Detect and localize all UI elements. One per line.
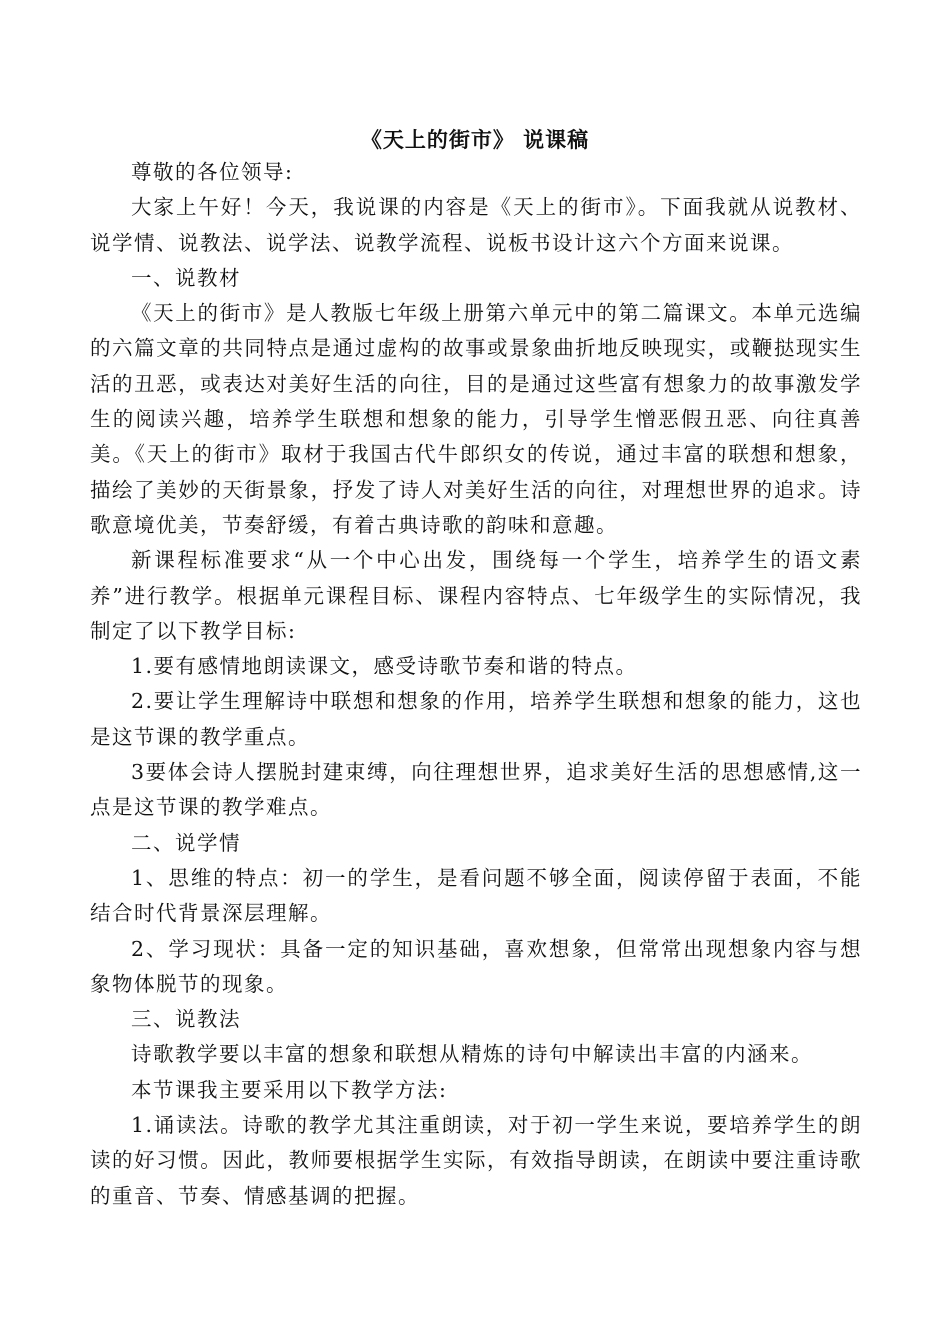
section-heading-textbook: 一、说教材 xyxy=(131,265,241,290)
goal-item-2: 2.要让学生理解诗中联想和想象的作用，培养学生联想和想象的能力，这也是这节课的教学重点。 xyxy=(90,689,862,749)
document-body xyxy=(90,155,862,1214)
paragraph-curriculum: 新课程标准要求“从一个中心出发，围绕每一个学生，培养学生的语文素养”进行教学。根据单元课程目标、课程内容特点、七年级学生的实际情况，我制定了以下教学目标: xyxy=(90,548,862,643)
method-item-1: 1.诵读法。诗歌的教学尤其注重朗读，对于初一学生来说，要培养学生的朗读的好习惯。因此，教师要根据学生实际，有效指导朗读，在朗读中要注重诗歌的重音、节奏、情感基调的把握。 xyxy=(90,1113,862,1208)
paragraph-intro: 大家上午好！今天，我说课的内容是《天上的街市》。下面我就从说教材、说学情、说教法、说学法、说教学流程、说板书设计这六个方面来说课。 xyxy=(90,195,862,255)
students-item-1: 1、思维的特点：初一的学生，是看问题不够全面，阅读停留于表面，不能结合时代背景深层理解。 xyxy=(90,865,862,926)
document-title: 《天上的街市》 说课稿 xyxy=(360,128,590,152)
goal-item-1: 1.要有感情地朗读课文，感受诗歌节奏和谐的特点。 xyxy=(131,654,638,679)
goal-item-3: 3要体会诗人摆脱封建束缚，向往理想世界，追求美好生活的思想感情,这一点是这节课的教学难点。 xyxy=(90,760,862,820)
students-item-2: 2、学习现状：具备一定的知识基础，喜欢想象，但常常出现想象内容与想象物体脱节的现象。 xyxy=(90,936,862,996)
paragraph-textbook: 《天上的街市》是人教版七年级上册第六单元中的第二篇课文。本单元选编的六篇文章的共同特点是通过虚构的故事或景象曲折地反映现实，或鞭挞现实生活的丑恶，或表达对美好生活的向往，目的是通过这些富有想象力的故事激发学生的阅读兴趣，培养学生联想和想象的能力，引导学生憎恶假丑恶、向往真善美。《天上的街市》取材于我国古代牛郎织女的传说，通过丰富的联想和想象，描绘了美妙的天街景象，抒发了诗人对美好生活的向往，对理想世界的追求。诗歌意境优美，节奏舒缓，有着古典诗歌的韵味和意趣。 xyxy=(90,301,862,537)
paragraph-greeting: 尊敬的各位领导: xyxy=(131,160,294,184)
paragraph-methods: 诗歌教学要以丰富的想象和联想从精炼的诗句中解读出丰富的内涵来。 xyxy=(131,1042,813,1067)
section-heading-methods: 三、说教法 xyxy=(131,1007,241,1032)
section-heading-students: 二、说学情 xyxy=(131,830,241,855)
paragraph-methods-intro: 本节课我主要采用以下教学方法: xyxy=(131,1077,448,1102)
